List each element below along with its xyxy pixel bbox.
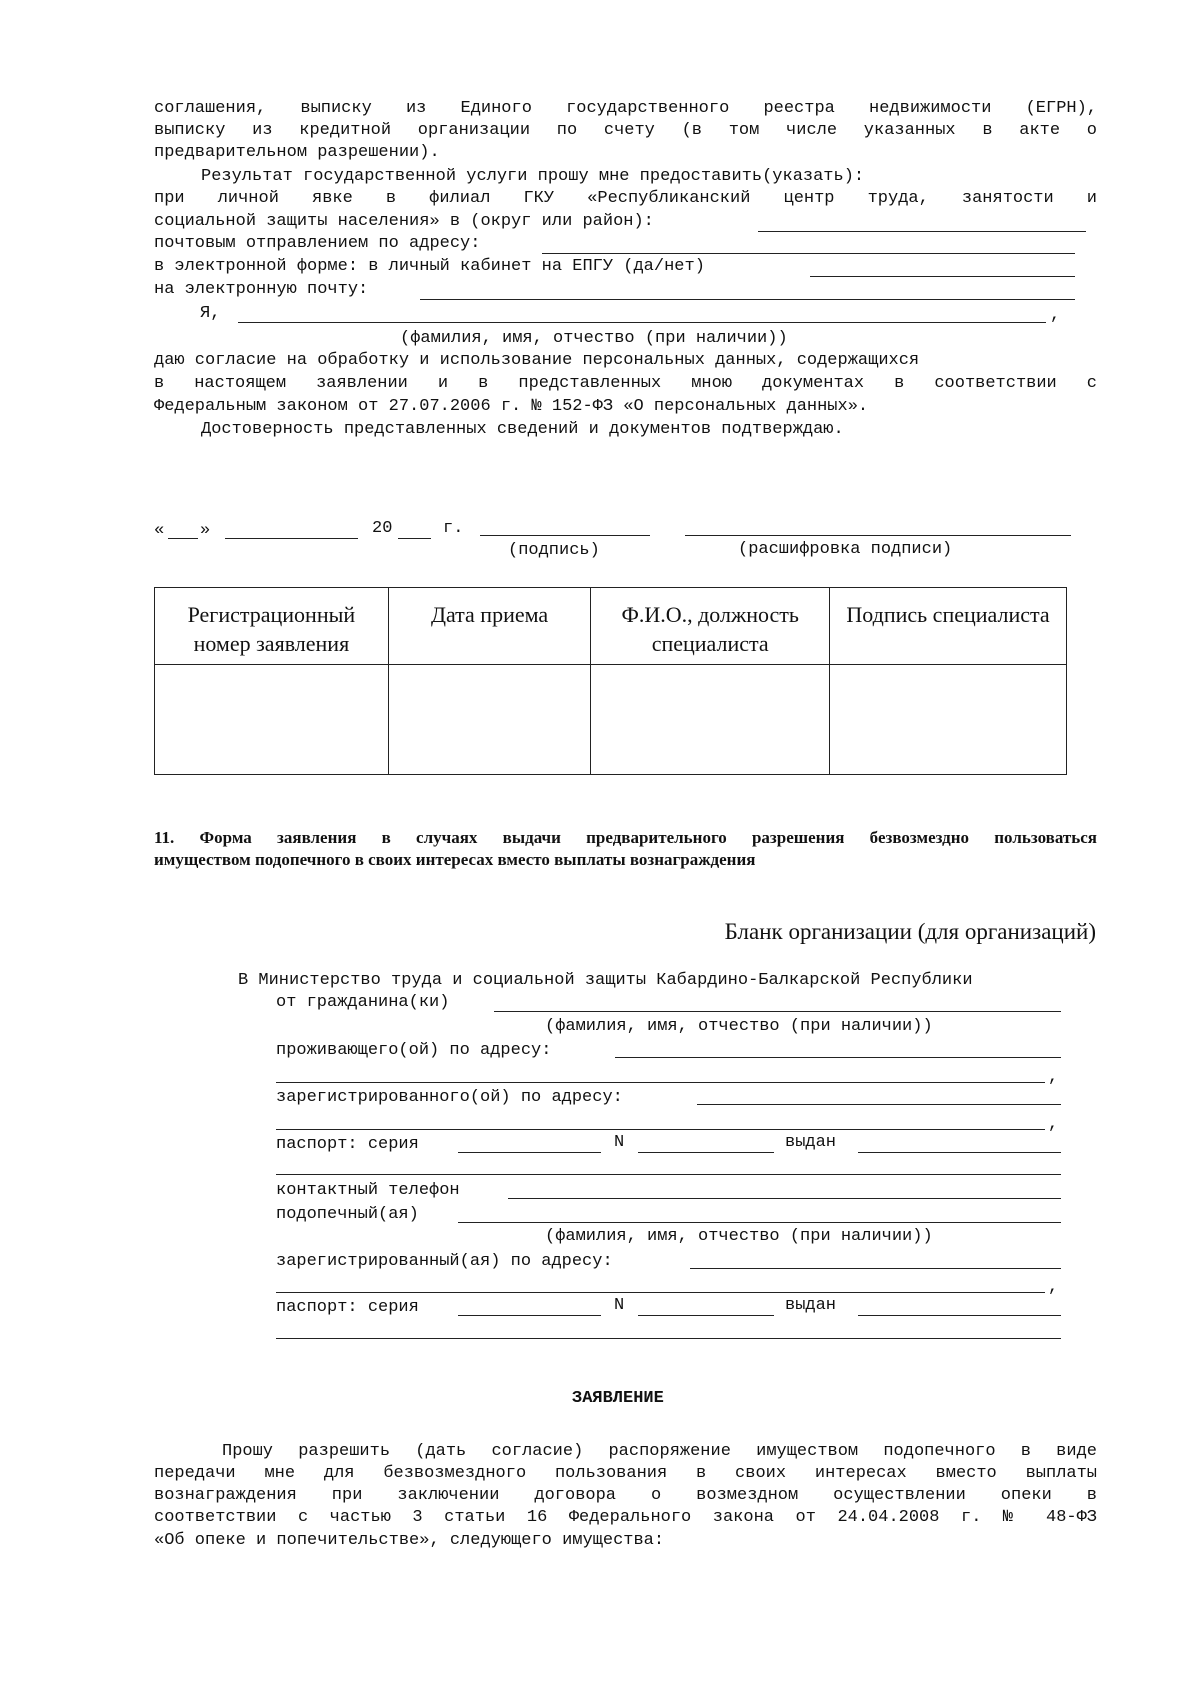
living-address-field-2[interactable] <box>276 1082 1045 1083</box>
confirm-text: Достоверность представленных сведений и документов подтверждаю. <box>201 420 844 439</box>
citizen-fio-field[interactable] <box>494 1011 1061 1012</box>
ward-passport-issued-field[interactable] <box>858 1315 1061 1316</box>
phone-field[interactable] <box>508 1198 1061 1199</box>
signature-decode-field[interactable] <box>685 535 1071 536</box>
ward-passport-issued-label: выдан <box>785 1296 837 1315</box>
ward-passport-series-field[interactable] <box>458 1315 601 1316</box>
signature-hint: (подпись) <box>508 541 600 560</box>
date-quote-open: « <box>154 521 165 540</box>
statement-line-1: Прошу разрешить (дать согласие) распоряжение имуществом подопечного в виде <box>222 1442 1097 1461</box>
passport-label: паспорт: серия <box>276 1135 419 1154</box>
ward-address-field[interactable] <box>690 1268 1061 1269</box>
year-suffix: г. <box>443 519 464 538</box>
cell-reg-number[interactable] <box>155 665 389 775</box>
passport-issued-field-2[interactable] <box>276 1174 1061 1175</box>
decode-hint: (расшифровка подписи) <box>738 540 953 559</box>
ward-label: подопечный(ая) <box>276 1205 419 1224</box>
email-label: на электронную почту: <box>154 280 369 299</box>
fio-hint: (фамилия, имя, отчество (при наличии)) <box>400 329 788 348</box>
consent-line-3: Федеральным законом от 27.07.2006 г. № 152-ФЗ «О персональных данных». <box>154 397 869 416</box>
statement-line-5: «Об опеке и попечительстве», следующего имущества: <box>154 1531 665 1550</box>
registered-comma: , <box>1048 1115 1059 1134</box>
ward-passport-number-field[interactable] <box>638 1315 774 1316</box>
applicant-fio-field[interactable] <box>238 322 1046 323</box>
header-specialist: Ф.И.О., должность специалиста <box>591 588 830 665</box>
statement-line-4: соответствии с частью 3 статьи 16 Федерального закона от 24.04.2008 г. № 48-ФЗ <box>154 1508 1097 1527</box>
ward-address-field-2[interactable] <box>276 1292 1045 1293</box>
consent-line-2: в настоящем заявлении и в представленных мною документах в соответствии с <box>154 374 1097 393</box>
from-label: от гражданина(ки) <box>276 993 450 1012</box>
intro-line-3: предварительном разрешении). <box>154 143 440 162</box>
registration-table <box>154 587 1067 775</box>
cell-specialist[interactable] <box>591 665 830 775</box>
living-address-field[interactable] <box>615 1057 1061 1058</box>
electronic-label: в электронной форме: в личный кабинет на ЕПГУ (да/нет) <box>154 257 705 276</box>
passport-series-field[interactable] <box>458 1152 601 1153</box>
header-date: Дата приема <box>388 588 591 665</box>
header-signature: Подпись специалиста <box>830 588 1067 665</box>
citizen-fio-hint: (фамилия, имя, отчество (при наличии)) <box>545 1017 933 1036</box>
signature-field[interactable] <box>480 535 650 536</box>
section-title-line-2: имуществом подопечного в своих интересах вместо выплаты вознаграждения <box>154 850 756 869</box>
personal-visit-line-2: социальной защиты населения» в (округ или район): <box>154 212 654 231</box>
date-quote-close: » <box>200 521 211 540</box>
intro-line-2: выписку из кредитной организации по счету (в том числе указанных в акте о <box>154 121 1097 140</box>
fio-comma: , <box>1050 306 1061 325</box>
district-field[interactable] <box>758 231 1086 232</box>
post-label: почтовым отправлением по адресу: <box>154 234 481 253</box>
email-field[interactable] <box>420 299 1075 300</box>
cell-signature[interactable] <box>830 665 1067 775</box>
statement-line-2: передачи мне для безвозмездного пользования в своих интересах вместо выплаты <box>154 1464 1097 1483</box>
living-label: проживающего(ой) по адресу: <box>276 1041 552 1060</box>
passport-issued-field[interactable] <box>858 1152 1061 1153</box>
ward-registered-label: зарегистрированный(ая) по адресу: <box>276 1252 613 1271</box>
ward-address-comma: , <box>1048 1278 1059 1297</box>
date-day-field[interactable] <box>168 538 198 539</box>
living-comma: , <box>1048 1068 1059 1087</box>
addressee: В Министерство труда и социальной защиты Кабардино-Балкарской Республики <box>238 971 973 990</box>
header-reg-number: Регистрационный номер заявления <box>155 588 389 665</box>
passport-issued-label: выдан <box>785 1133 837 1152</box>
ward-fio-field[interactable] <box>458 1222 1061 1223</box>
statement-title: ЗАЯВЛЕНИЕ <box>572 1389 664 1408</box>
registered-address-field[interactable] <box>697 1104 1061 1105</box>
registered-address-field-2[interactable] <box>276 1129 1045 1130</box>
section-title-line-1: 11. Форма заявления в случаях выдачи предварительного разрешения безвозмездно пользоваться <box>154 828 1097 847</box>
epgu-field[interactable] <box>810 276 1075 277</box>
personal-visit-line-1: при личной явке в филиал ГКУ «Республиканский центр труда, занятости и <box>154 189 1097 208</box>
year-prefix: 20 <box>372 519 393 538</box>
organization-blank: Бланк организации (для организаций) <box>724 919 1096 944</box>
ward-passport-label: паспорт: серия <box>276 1298 419 1317</box>
result-request-text: Результат государственной услуги прошу мне предоставить(указать): <box>201 167 865 186</box>
passport-number-field[interactable] <box>638 1152 774 1153</box>
passport-number-label: N <box>614 1133 625 1152</box>
phone-label: контактный телефон <box>276 1181 460 1200</box>
date-month-field[interactable] <box>225 538 358 539</box>
cell-date[interactable] <box>388 665 591 775</box>
statement-line-3: вознаграждения при заключении договора о возмездном осуществлении опеки в <box>154 1486 1097 1505</box>
i-label: Я, <box>200 304 221 323</box>
ward-fio-hint: (фамилия, имя, отчество (при наличии)) <box>545 1227 933 1246</box>
post-address-field[interactable] <box>542 253 1075 254</box>
intro-line-1: соглашения, выписку из Единого государственного реестра недвижимости (ЕГРН), <box>154 99 1097 118</box>
ward-passport-issued-field-2[interactable] <box>276 1338 1061 1339</box>
ward-passport-number-label: N <box>614 1296 625 1315</box>
registered-label: зарегистрированного(ой) по адресу: <box>276 1088 623 1107</box>
consent-line-1: даю согласие на обработку и использование персональных данных, содержащихся <box>154 351 920 370</box>
date-year-field[interactable] <box>398 538 431 539</box>
